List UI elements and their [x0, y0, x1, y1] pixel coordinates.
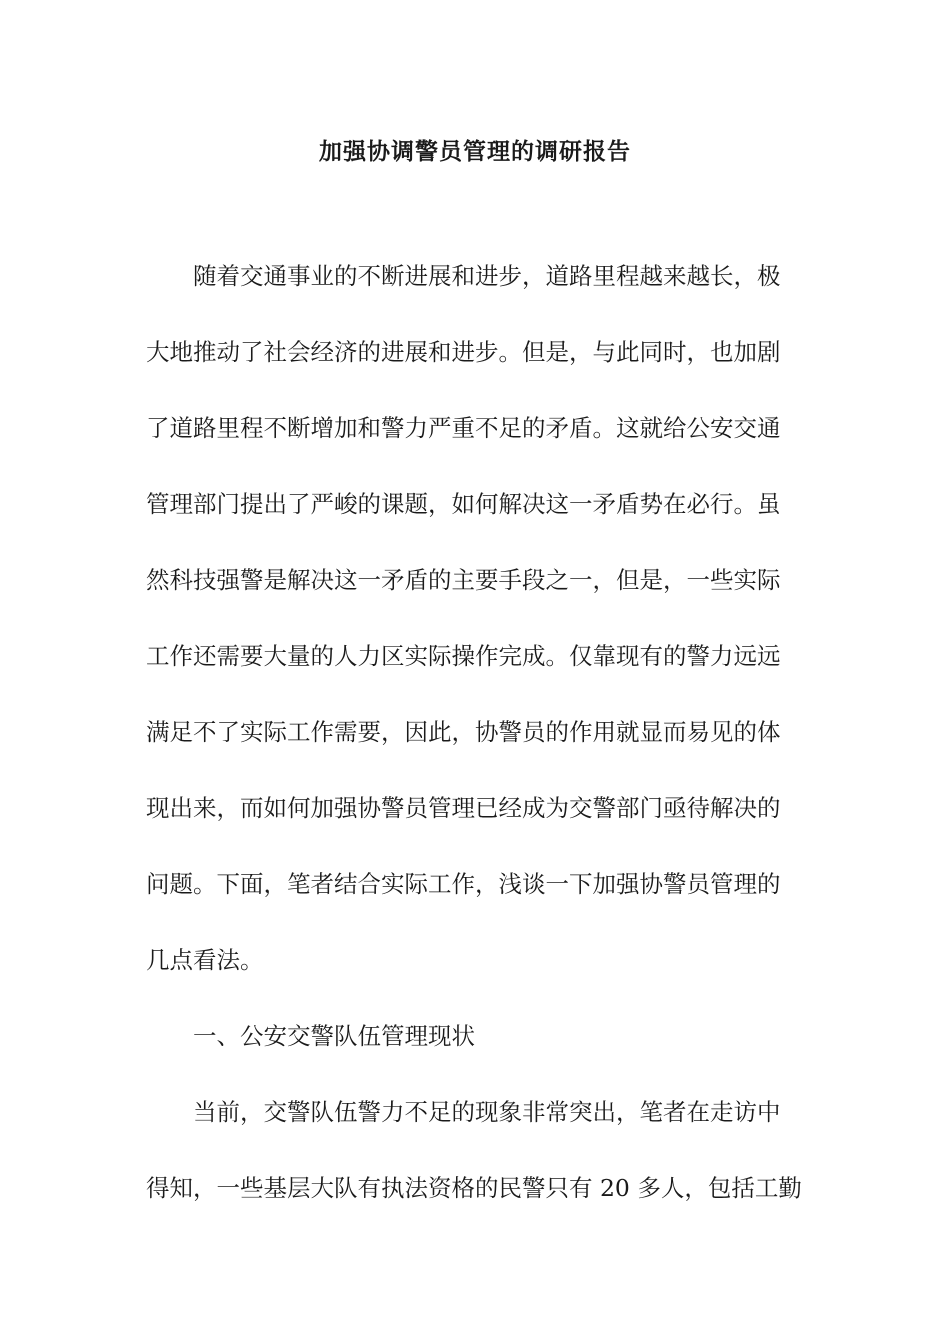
- text-line: 随着交通事业的不断进展和进步，道路里程越来越长，极: [193, 262, 781, 290]
- text-line: 大地推动了社会经济的进展和进步。但是，与此同时，也加剧: [146, 338, 781, 366]
- text-line: 问题。下面，笔者结合实际工作，浅谈一下加强协警员管理的: [146, 870, 781, 898]
- document-body: [146, 238, 806, 1226]
- text-line: 然科技强警是解决这一矛盾的主要手段之一，但是，一些实际: [146, 566, 781, 594]
- section-heading: 一、公安交警队伍管理现状: [193, 1022, 475, 1050]
- text-line: 得知，一些基层大队有执法资格的民警只有 20 多人，包括工勤: [146, 1174, 802, 1202]
- text-line: 当前，交警队伍警力不足的现象非常突出，笔者在走访中: [193, 1098, 781, 1126]
- text-line: 几点看法。: [146, 946, 264, 974]
- text-line: 管理部门提出了严峻的课题，如何解决这一矛盾势在必行。虽: [146, 490, 781, 518]
- text-line: 现出来，而如何加强协警员管理已经成为交警部门亟待解决的: [146, 794, 781, 822]
- text-line: 了道路里程不断增加和警力严重不足的矛盾。这就给公安交通: [146, 414, 781, 442]
- document-title: 加强协调警员管理的调研报告: [319, 139, 631, 165]
- text-line: 工作还需要大量的人力区实际操作完成。仅靠现有的警力远远: [146, 642, 781, 670]
- text-line: 满足不了实际工作需要，因此，协警员的作用就显而易见的体: [146, 718, 781, 746]
